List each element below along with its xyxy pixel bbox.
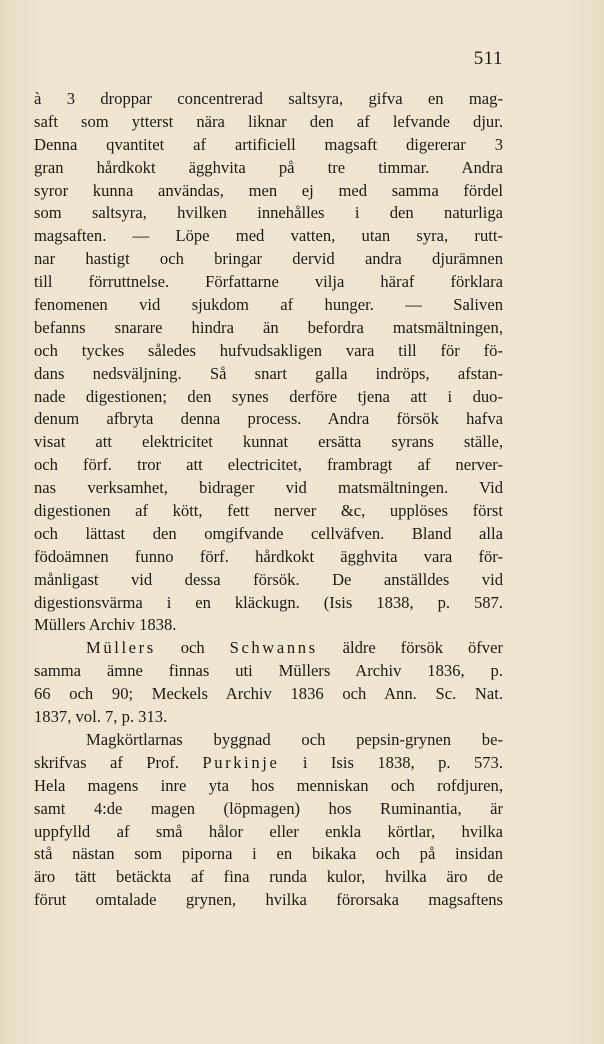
paragraph-start-line xyxy=(34,637,503,660)
text-line: äro tätt betäckta af fina runda kulor, hvilka äro de xyxy=(34,867,503,887)
text-line: som saltsyra, hvilken innehålles i den naturliga xyxy=(34,203,503,223)
text-line: månligast vid dessa försök. De anställdes vid xyxy=(34,569,503,589)
text-line: Hela magens inre yta hos menniskan och rofdjuren, xyxy=(34,775,503,795)
text-line: 66 och 90; Meckels Archiv 1836 och Ann. Sc. Nat. xyxy=(34,684,503,704)
text-line: visat att elektricitet kunnat ersätta syrans ställe, xyxy=(34,432,503,452)
conjunction: och xyxy=(180,638,205,658)
text-line: dans nedsväljning. Så snart galla indröps, afstan- xyxy=(34,363,503,383)
text-line: syror kunna användas, men ej med samma fördel xyxy=(34,180,503,200)
text-line: à 3 droppar concentrerad saltsyra, gifva en mag- xyxy=(34,89,503,108)
text-line: digestionsvärma i en kläckugn. (Isis 1838, p. 587. xyxy=(34,592,503,612)
text-line: digestionen af kött, fett nerver &c, upplöses först xyxy=(34,501,503,521)
author-name: Müllers xyxy=(86,638,156,658)
text-fragment: äldre försök öfver xyxy=(342,638,503,658)
text-line: befanns snarare hindra än befordra matsmältningen, xyxy=(34,317,503,337)
text-line: denum afbryta denna process. Andra försök hafva xyxy=(34,409,503,429)
text-line: fenomenen vid sjukdom af hunger. — Saliven xyxy=(34,295,503,315)
author-name: Schwanns xyxy=(229,638,318,658)
author-name: Purkinje xyxy=(202,752,280,772)
text-fragment: i Isis 1838, p. 573. xyxy=(302,752,503,772)
text-line: uppfylld af små hålor eller enkla körtlar, hvilka xyxy=(34,821,503,841)
text-fragment: skrifvas af Prof. xyxy=(34,752,179,772)
text-line: Müllers Archiv 1838. xyxy=(34,615,177,635)
text-line: samt 4:de magen (löpmagen) hos Ruminantia, är xyxy=(34,798,503,818)
text-line: och lättast den omgifvande cellväfven. Bland alla xyxy=(34,523,503,543)
text-line: till förruttnelse. Författarne vilja häraf förklara xyxy=(34,272,503,292)
page-number: 511 xyxy=(473,48,503,69)
text-line: nade digestionen; den synes derföre tjena att i duo- xyxy=(34,386,503,406)
text-line: förut omtalade grynen, hvilka förorsaka magsaftens xyxy=(34,890,503,910)
text-line: och förf. tror att electricitet, frambragt af nerver- xyxy=(34,455,503,475)
text-line: Denna qvantitet af artificiell magsaft digererar 3 xyxy=(34,134,503,154)
text-line: nar hastigt och bringar dervid andra djurämnen xyxy=(34,249,503,269)
text-line: gran hårdkokt ägghvita på tre timmar. Andra xyxy=(34,157,503,177)
body-text xyxy=(34,88,503,912)
text-line: och tyckes således hufvudsakligen vara till för fö- xyxy=(34,340,503,360)
paragraph-start-line: Magkörtlarnas byggnad och pepsin-grynen be- xyxy=(86,729,503,749)
text-line: samma ämne finnas uti Müllers Archiv 1836, p. xyxy=(34,661,503,681)
text-line: födoämnen funno förf. hårdkokt ägghvita vara för- xyxy=(34,546,503,566)
text-line: saft som ytterst nära liknar den af lefvande djur. xyxy=(34,111,503,131)
text-line: 1837, vol. 7, p. 313. xyxy=(34,707,168,727)
text-line xyxy=(34,752,503,775)
text-line: nas verksamhet, bidrager vid matsmältningen. Vid xyxy=(34,478,503,498)
text-line: magsaften. — Löpe med vatten, utan syra, rutt- xyxy=(34,226,503,246)
text-line: stå nästan som piporna i en bikaka och på insidan xyxy=(34,844,503,864)
